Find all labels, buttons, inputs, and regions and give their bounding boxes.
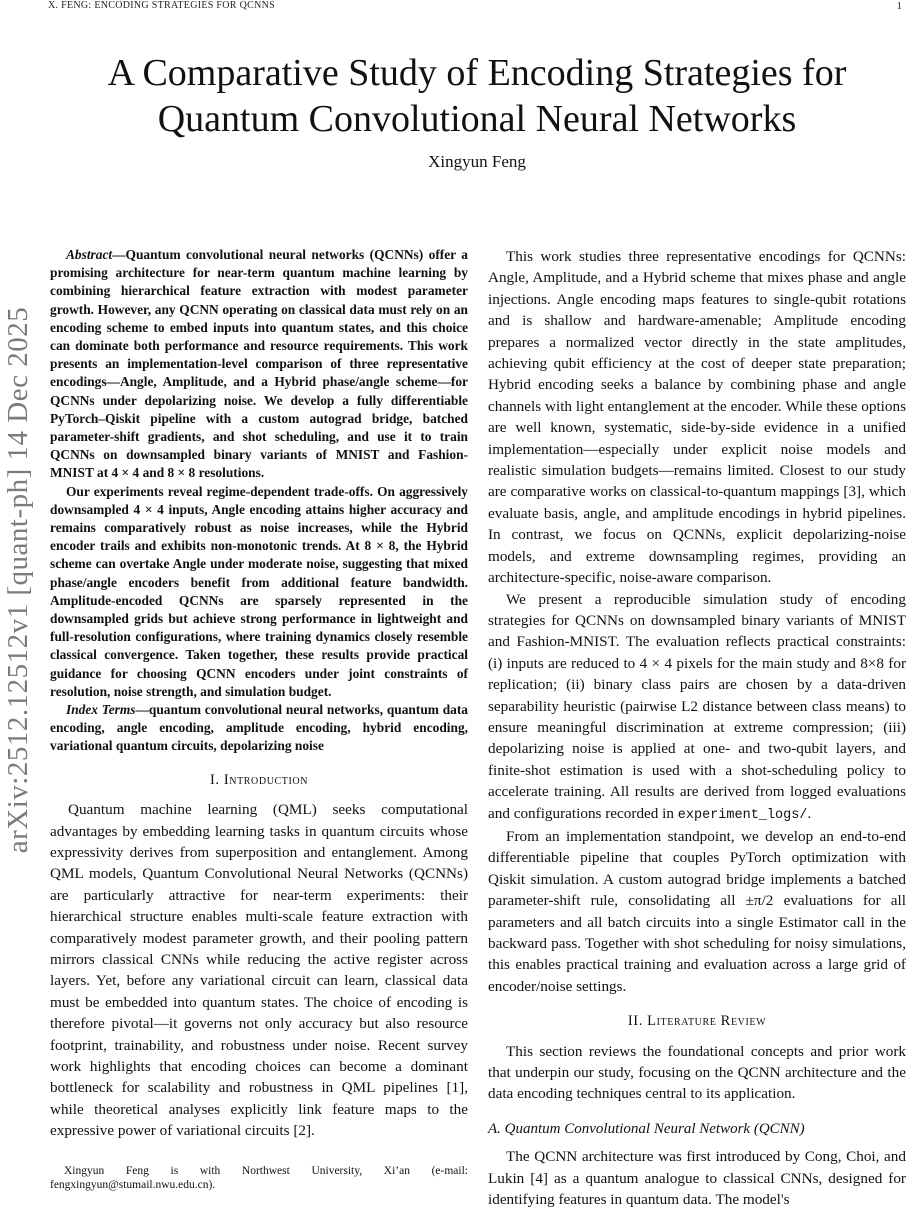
title-line-2: Quantum Convolutional Neural Networks — [157, 98, 797, 140]
paper-title — [48, 50, 906, 142]
abstract-paragraph-2: Our experiments reveal regime-dependent trade-offs. On aggressively downsampled 4 × 4 inputs, Angle encoding attains higher accuracy and remains comparatively robust as noise increases, while the Hybrid encoder trails and exhibits non-monotonic trends. At 8 × 8, the Hybrid scheme can overtake Angle under moderate noise, suggesting that mixed phase/angle encoders benefit from additional feature bandwidth. Amplitude-encoded QCNNs are sparsely represented in the downsampled grids but achieve strong performance in lightweight and full-resolution configurations, where training dynamics closely resemble classical convergence. Taken together, these results provide practical guidance for choosing QCNN encoders under joint constraints of resolution, noise strength, and simulation budget. — [50, 483, 468, 699]
abstract-paragraph-1 — [50, 246, 468, 483]
intro-paragraph-1: Quantum machine learning (QML) seeks computational advantages by embedding learning tasks in quantum circuits whose expressivity derives from superposition and entanglement. Among QML models, Quantum Convolutional Neural Networks (QCNNs) are particularly attractive for near-term experiments: their hierarchical structure enables multi-scale feature extraction with comparatively modest parameter growth, and their pooling pattern mirrors classical CNNs while reducing the active register across layers. Yet, before any variational circuit can learn, classical data must be embedded into quantum states. The choice of encoding is therefore pivotal—it governs not only accuracy but also resource footprint, trainability, and robustness under noise. Recent survey work highlights that encoding choices can become a dominant bottleneck for scalability and robustness in QML pipelines [1], while theoretical analyses explicitly link feature maps to the expressive power of variational circuits [2]. — [50, 801, 468, 1140]
section-heading-introduction: I. Introduction — [209, 771, 309, 788]
index-terms-label: Index Terms — [66, 702, 136, 718]
section-heading-literature-review: II. Literature Review — [627, 1013, 767, 1030]
right-column — [488, 246, 906, 1210]
running-head: X. FENG: ENCODING STRATEGIES FOR QCNNS — [48, 0, 275, 11]
title-line-1: A Comparative Study of Encoding Strategies for — [107, 52, 847, 94]
intro-paragraph-3-end: . — [807, 804, 812, 822]
abstract — [50, 246, 468, 756]
intro-paragraph-3 — [488, 589, 906, 826]
abstract-text-1: —Quantum convolutional neural networks (QCNNs) offer a promising architecture for near-term quantum machine learning by combining hierarchical feature extraction with modest parameter growth. However, any QCNN operating on classical data must rely on an encoding scheme to embed inputs into quantum states, and this choice can dominate both performance and resource requirements. This work presents an implementation-level comparison of three representative encodings—Angle, Amplitude, and a Hybrid phase/angle scheme—for QCNNs under depolarizing noise. We develop a fully differentiable PyTorch–Qiskit pipeline with a custom autograd bridge, batched parameter-shift gradients, and shot scheduling, and use it to train QCNNs on downsampled binary variants of MNIST and Fashion-MNIST at 4 × 4 and 8 × 8 resolutions. — [50, 247, 468, 481]
abstract-label: Abstract — [66, 247, 113, 262]
literature-paragraph-2: The QCNN architecture was first introduced by Cong, Choi, and Lukin [4] as a quantum analogue to classical CNNs, designed for identifying features in quantum data. The model's — [488, 1148, 906, 1209]
experiment-logs-path: experiment_logs/ — [677, 807, 808, 823]
left-column — [50, 246, 468, 1142]
subsection-heading-qcnn: A. Quantum Convolutional Neural Network (QCNN) — [488, 1120, 805, 1137]
index-terms-text: —quantum convolutional neural networks, quantum data encoding, angle encoding, amplitude encoding, hybrid encoding, variational quantum circuits, depolarizing noise — [50, 702, 468, 754]
author: Xingyun Feng — [428, 152, 526, 171]
literature-paragraph-1: This section reviews the foundational concepts and prior work that underpin our study, focusing on the QCNN architecture and the data encoding techniques central to its application. — [488, 1042, 906, 1103]
index-terms — [50, 701, 468, 756]
intro-paragraph-4: From an implementation standpoint, we develop an end-to-end differentiable pipeline that couples PyTorch optimization with Qiskit simulation. A custom autograd bridge implements a batched parameter-shift rule, consolidating all ±π/2 evaluations for all parameters and all batch circuits into a single Estimator call in the backward pass. Together with shot scheduling for noisy simulations, this enables practical training and evaluation across a large grid of encoder/noise settings. — [488, 827, 906, 995]
intro-paragraph-3-text: We present a reproducible simulation study of encoding strategies for QCNNs on downsampled binary variants of MNIST and Fashion-MNIST. The evaluation reflects practical constraints: (i) inputs are reduced to 4 × 4 pixels for the main study and 8×8 for replication; (ii) binary class pairs are chosen by a data-driven separability heuristic (pairwise L2 distance between class means) to ensure meaningful discrimination at extreme compression; (iii) depolarizing noise is applied at one- and two-qubit layers, and finite-shot estimation is used with a shot-scheduling policy to accelerate training. All results are derived from logged evaluations and configurations recorded in — [488, 590, 906, 822]
author-footnote: Xingyun Feng is with Northwest University, Xi’an (e-mail: fengxingyun@stumail.nwu.edu.cn). — [50, 1165, 468, 1191]
page-number: 1 — [896, 0, 902, 12]
arxiv-stamp: arXiv:2512.12512v1 [quant-ph] 14 Dec 2025 — [2, 306, 34, 854]
intro-paragraph-2: This work studies three representative encodings for QCNNs: Angle, Amplitude, and a Hybrid scheme that mixes phase and angle injections. Angle encoding maps features to single-qubit rotations and is shallow and hardware-amenable; Amplitude encoding prepares a normalized vector directly in the state amplitudes, achieving qubit efficiency at the cost of deeper state preparation; Hybrid encoding seeks a balance by combining phase and angle channels with light entanglement at the encoder. While these options are well known, systematic, side-by-side evidence in a unified implementation—especially under explicit noise models and realistic simulation budgets—remains limited. Closest to our study are comparative works on classical-to-quantum mappings [3], which evaluate basis, angle, and amplitude encodings in hybrid pipelines. In contrast, we focus on QCNNs, explicit depolarizing-noise models, and extreme downsampling regimes, providing an architecture-specific, noise-aware comparison. — [488, 248, 906, 587]
